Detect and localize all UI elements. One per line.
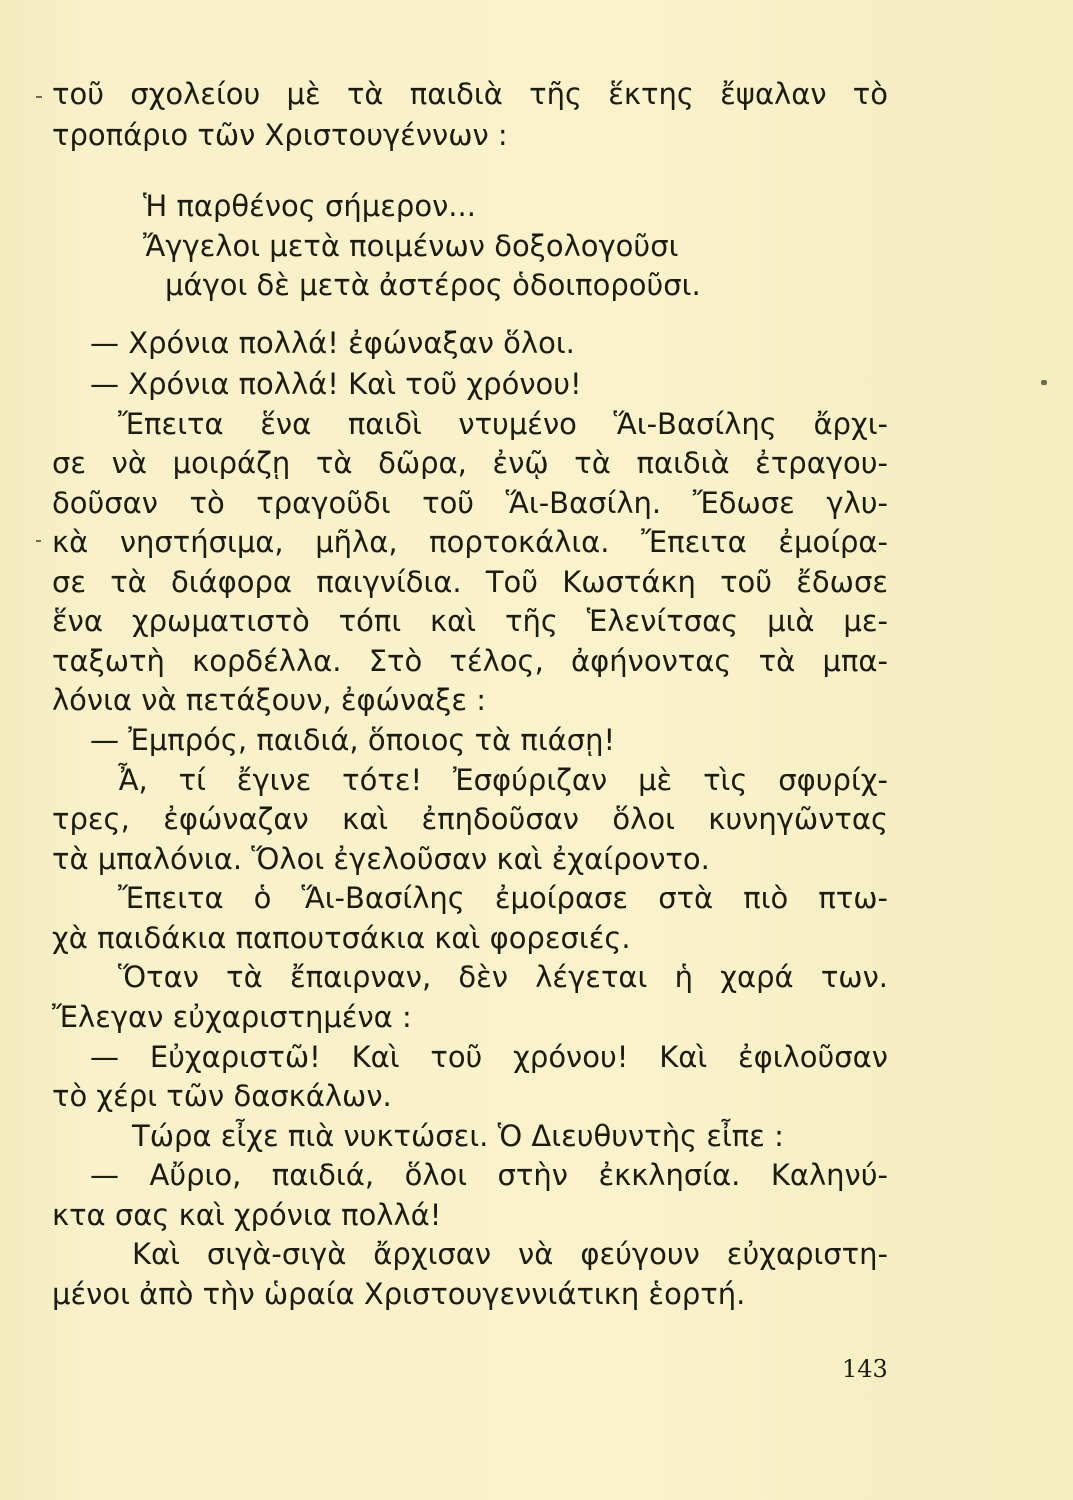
text-line: χὰ παιδάκια παπουτσάκια καὶ φορεσιές. (52, 921, 631, 955)
text-line: κτα σας καὶ χρόνια πολλά! (52, 1198, 442, 1232)
margin-mark (1041, 380, 1047, 385)
text-line: Καὶ σιγὰ-σιγὰ ἄρχισαν νὰ φεύγουν εὐχαριστη- (132, 1237, 888, 1271)
text-line: μένοι ἀπὸ τὴν ὡραία Χριστουγεννιάτικη ἑορτή. (52, 1277, 746, 1311)
hymn-line: Ἄγγελοι μετὰ ποιμένων δοξολογοῦσι (143, 229, 679, 263)
text-line: τὰ μπαλόνια. Ὅλοι ἐγελοῦσαν καὶ ἐχαίροντο. (52, 842, 710, 876)
dialogue-line: — Εὐχαριστῶ! Καὶ τοῦ χρόνου! Καὶ ἐφιλοῦσαν (90, 1040, 888, 1074)
dialogue-line: — Χρόνια πολλά! ἐφώναξαν ὅλοι. (90, 326, 575, 360)
dialogue-line: — Χρόνια πολλά! Καὶ τοῦ χρόνου! (90, 367, 582, 401)
page-number: 143 (842, 1355, 888, 1383)
margin-mark (36, 540, 41, 542)
text-line: Ἔπειτα ὁ Ἅι-Βασίλης ἐμοίρασε στὰ πιὸ πτω- (118, 881, 888, 915)
text-line: ἕνα χρωματιστὸ τόπι καὶ τῆς Ἑλενίτσας μιὰ με- (52, 604, 888, 638)
dialogue-line: — Αὔριο, παιδιά, ὅλοι στὴν ἐκκλησία. Καληνύ- (90, 1158, 888, 1192)
text-line: Τώρα εἶχε πιὰ νυκτώσει. Ὁ Διευθυντὴς εἶπε : (132, 1119, 784, 1153)
text-line: Ἆ, τί ἔγινε τότε! Ἐσφύριζαν μὲ τὶς σφυρίχ- (118, 763, 888, 797)
text-line: τροπάριο τῶν Χριστουγέννων : (52, 118, 508, 152)
dialogue-line: — Ἐμπρός, παιδιά, ὅποιος τὰ πιάσῃ! (90, 723, 616, 757)
hymn-line: μάγοι δὲ μετὰ ἀστέρος ὁδοιποροῦσι. (165, 268, 701, 302)
text-line: τρες, ἐφώναζαν καὶ ἐπηδοῦσαν ὅλοι κυνηγῶντας (52, 802, 888, 836)
text-line: κὰ νηστήσιμα, μῆλα, πορτοκάλια. Ἔπειτα ἐμοίρα- (52, 525, 888, 559)
margin-mark (36, 96, 42, 98)
text-line: τοῦ σχολείου μὲ τὰ παιδιὰ τῆς ἕκτης ἔψαλαν τὸ (52, 77, 888, 111)
text-line: ταξωτὴ κορδέλλα. Στὸ τέλος, ἀφήνοντας τὰ μπα- (52, 644, 888, 678)
text-line: λόνια νὰ πετάξουν, ἐφώναξε : (52, 683, 487, 717)
hymn-line: Ἡ παρθένος σήμερον... (143, 189, 476, 223)
text-line: Ἔπειτα ἕνα παιδὶ ντυμένο Ἅι-Βασίλης ἄρχι- (118, 407, 888, 441)
text-line: Ἔλεγαν εὐχαριστημένα : (52, 1000, 412, 1034)
text-line: σε νὰ μοιράζῃ τὰ δῶρα, ἐνῷ τὰ παιδιὰ ἐτραγου- (52, 446, 888, 480)
text-line: τὸ χέρι τῶν δασκάλων. (52, 1079, 392, 1113)
text-line: σε τὰ διάφορα παιγνίδια. Τοῦ Κωστάκη τοῦ ἔδωσε (52, 565, 888, 599)
text-line: Ὅταν τὰ ἔπαιρναν, δὲν λέγεται ἡ χαρά των. (118, 960, 888, 994)
text-line: δοῦσαν τὸ τραγοῦδι τοῦ Ἅι-Βασίλη. Ἔδωσε γλυ- (52, 486, 888, 520)
